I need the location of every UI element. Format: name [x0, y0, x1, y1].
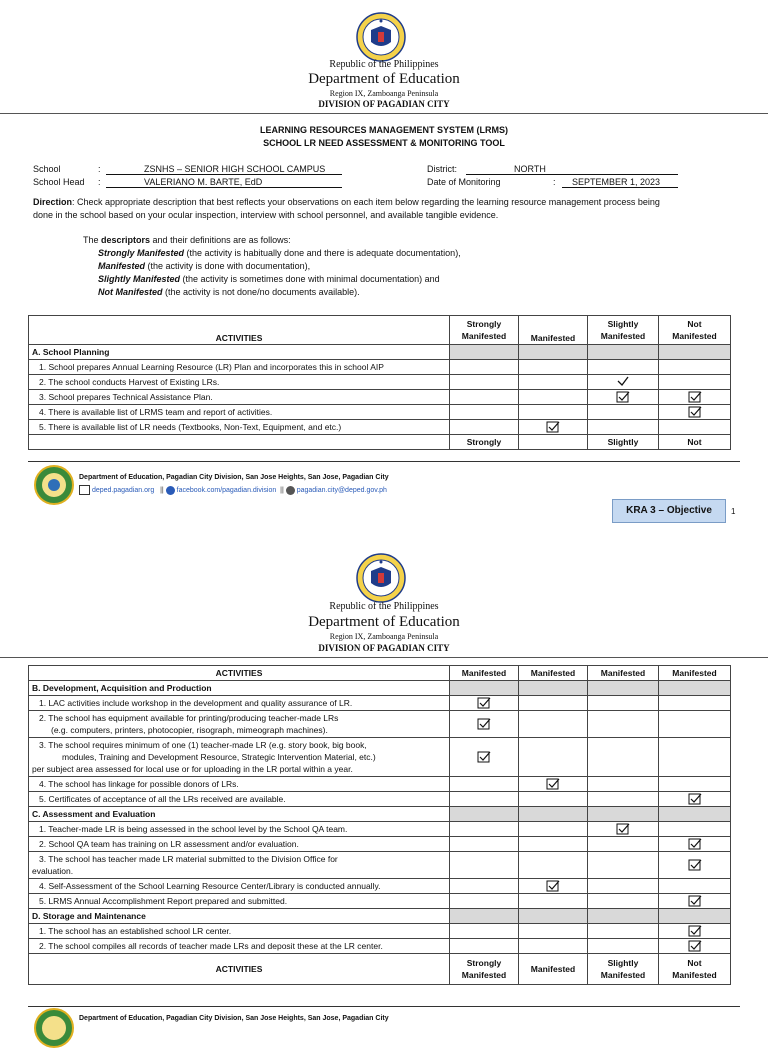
table-row: 2. The school conducts Harvest of Existing LRs.: [29, 375, 731, 390]
foot-activities: ACTIVITIES: [29, 954, 450, 985]
checked-box-icon: [546, 421, 560, 433]
deped-seal-icon: [356, 12, 406, 62]
col-activities: ACTIVITIES: [29, 666, 450, 681]
descriptor-strongly: Strongly Manifested (the activity is habitually done and there is adequate documentation),: [98, 248, 461, 258]
checked-box-icon: [477, 697, 491, 709]
checked-box-icon: [688, 838, 702, 850]
footer-web-link[interactable]: deped.pagadian.org: [91, 486, 155, 494]
header-department: Department of Education: [308, 614, 460, 630]
foot-slightly: Slightly: [588, 435, 659, 450]
descriptor-list: [98, 247, 461, 299]
email-icon: [286, 486, 295, 495]
doc-title-line1: LEARNING RESOURCES MANAGEMENT SYSTEM (LRMS): [259, 125, 508, 135]
header-division: DIVISION OF PAGADIAN CITY: [318, 643, 450, 653]
checked-box-icon: [688, 895, 702, 907]
descriptor-not: Not Manifested (the activity is not done/no documents available).: [98, 287, 360, 297]
footer-address: Department of Education, Pagadian City Division, San Jose Heights, San Jose, Pagadian City: [79, 1015, 389, 1022]
table-row: 3. The school requires minimum of one (1) teacher-made LR (e.g. story book, big book, modules, Training and Development Resource, Strategic Intervention Material, etc.) per subject area assessed for local use or for uploading in the LR portal within a year.: [29, 738, 731, 777]
school-value: ZSNHS – SENIOR HIGH SCHOOL CAMPUS: [144, 164, 326, 174]
deped-seal-icon: [356, 553, 406, 603]
table-row: 4. Self-Assessment of the School Learning Resource Center/Library is conducted annually.: [29, 879, 731, 894]
col-activities: ACTIVITIES: [29, 316, 450, 345]
table-row: 1. LAC activities include workshop in the development and quality assurance of LR.: [29, 696, 731, 711]
table-row: 4. The school has linkage for possible donors of LRs.: [29, 777, 731, 792]
foot-strongly: Strongly: [450, 435, 519, 450]
assessment-table-bcd: ACTIVITIES Manifested Manifested Manifested Manifested B. Development, Acquisition and Production 1. LAC activities include workshop in the development and quality assurance of LR. 2. The school has equipment available for printing/producing teacher-made LRs (e.g. computers, printers, photocopier, risograph, mimeograph machines). 3. The school requires minimum of one (1) teacher-made LR (e.g. story book, big book, modules, Training and Development Resource, Strategic Intervention Material, etc.) per subject area assessed for local use or for uploading in the LR portal within a year. 4. The school has linkage for possible donors of LRs. 5. Certificates of acceptance of all the LRs received are available. C. Assessment and Evaluation 1. Teacher-made LR is being assessed in the school level by the School QA team. 2. School QA team has training on LR assessment and/or evaluation. 3. The school has teacher made LR material submitted to the Division Office for evaluation. 4. Self-Assessment of the School Learning Resource Center/Library is conducted annually. 5. LRMS Annual Accomplishment Report prepared and submitted. D. Storage and Maintenance 1. The school has an established school LR center. 2. The school compiles all records of teacher made LRs and deposit these at the LR center. ACTIVITIES Strongly Manifested Manifested Slightly Manifested Not Manifested: [28, 665, 731, 985]
col-strongly-manifested: Strongly Manifested: [450, 316, 519, 345]
table-row: 3. The school has teacher made LR material submitted to the Division Office for evaluation.: [29, 852, 731, 879]
district-label: District:: [427, 164, 457, 174]
school-head-value: VALERIANO M. BARTE, EdD: [144, 177, 263, 187]
checked-box-icon: [688, 859, 702, 871]
checked-box-icon: [546, 778, 560, 790]
header-rule: [0, 657, 768, 658]
table-row: 5. LRMS Annual Accomplishment Report prepared and submitted.: [29, 894, 731, 909]
head-colon: :: [98, 177, 101, 187]
header-republic: Republic of the Philippines: [329, 601, 439, 612]
header-rule: [0, 113, 768, 114]
table-row: 2. School QA team has training on LR assessment and/or evaluation.: [29, 837, 731, 852]
school-label: School: [33, 164, 61, 174]
date-label: Date of Monitoring: [427, 177, 501, 187]
checked-box-icon: [477, 718, 491, 730]
check-mark-icon: [616, 376, 630, 388]
checked-box-icon: [616, 823, 630, 835]
checked-box-icon: [616, 391, 630, 403]
checked-box-icon: [688, 925, 702, 937]
school-head-label: School Head: [33, 177, 85, 187]
division-logo-icon: [34, 465, 74, 505]
kra-badge: KRA 3 – Objective: [612, 499, 726, 523]
district-underline: [466, 163, 678, 175]
direction-text-1: : Check appropriate description that best reflects your observations on each item below regarding the learning resource management process being: [72, 197, 660, 207]
district-value: NORTH: [514, 164, 546, 174]
checked-box-icon: [688, 793, 702, 805]
foot-not: Not: [659, 435, 731, 450]
facebook-icon: [166, 486, 175, 495]
direction-label: Direction: [33, 197, 73, 207]
school-colon: :: [98, 164, 101, 174]
header-region: Region IX, Zamboanga Peninsula: [329, 89, 439, 98]
header-department: Department of Education: [308, 71, 460, 87]
assessment-table-a: [28, 315, 731, 450]
table-row: 3. School prepares Technical Assistance Plan.: [29, 390, 731, 405]
table-row: 2. The school has equipment available for printing/producing teacher-made LRs (e.g. computers, printers, photocopier, risograph, mimeograph machines).: [29, 711, 731, 738]
doc-title-line2: SCHOOL LR NEED ASSESSMENT & MONITORING TOOL: [263, 138, 505, 148]
footer-address: Department of Education, Pagadian City Division, San Jose Heights, San Jose, Pagadian City: [79, 474, 389, 481]
table-row: 2. The school compiles all records of teacher made LRs and deposit these at the LR center.: [29, 939, 731, 954]
table-row: 5. Certificates of acceptance of all the LRs received are available.: [29, 792, 731, 807]
section-a-title: A. School Planning: [29, 345, 450, 360]
web-icon: [79, 485, 90, 495]
table-row: 1. School prepares Annual Learning Resource (LR) Plan and incorporates this in school AIP: [29, 360, 731, 375]
table-row: 4. There is available list of LRMS team and report of activities.: [29, 405, 731, 420]
descriptor-slightly: Slightly Manifested (the activity is sometimes done with minimal documentation) and: [98, 274, 440, 284]
table-row: 1. The school has an established school LR center.: [29, 924, 731, 939]
descriptor-manifested: Manifested (the activity is done with documentation),: [98, 261, 311, 271]
footer-facebook-link[interactable]: facebook.com/pagadian.division: [176, 486, 277, 494]
checked-box-icon: [688, 406, 702, 418]
col-not-manifested: Not Manifested: [659, 316, 731, 345]
header-division: DIVISION OF PAGADIAN CITY: [318, 99, 450, 109]
col-slightly-manifested: Slightly Manifested: [588, 316, 659, 345]
section-c-title: C. Assessment and Evaluation: [29, 807, 450, 822]
descriptors-intro: [83, 234, 291, 247]
footer-contacts: deped.pagadian.org || facebook.com/pagadian.division || pagadian.city@deped.gov.ph: [79, 485, 387, 495]
checked-box-icon: [688, 940, 702, 952]
checked-box-icon: [688, 391, 702, 403]
footer-rule: [28, 461, 740, 462]
table-row: 5. There is available list of LR needs (Textbooks, Non-Text, Equipment, and etc.): [29, 420, 731, 435]
descriptors-intro-bold: descriptors: [101, 235, 151, 245]
division-logo-icon: [34, 1008, 74, 1048]
date-value: SEPTEMBER 1, 2023: [572, 177, 661, 187]
checked-box-icon: [477, 751, 491, 763]
checked-box-icon: [546, 880, 560, 892]
date-colon: :: [553, 177, 556, 187]
table-row: 1. Teacher-made LR is being assessed in the school level by the School QA team.: [29, 822, 731, 837]
descriptors-intro-post: and their definitions are as follows:: [150, 235, 291, 245]
page-number: 1: [731, 507, 736, 516]
section-b-title: B. Development, Acquisition and Production: [29, 681, 450, 696]
header-republic: Republic of the Philippines: [329, 59, 439, 70]
direction-paragraph: [33, 196, 743, 221]
section-d-title: D. Storage and Maintenance: [29, 909, 450, 924]
footer-email-link[interactable]: pagadian.city@deped.gov.ph: [296, 486, 387, 494]
direction-text-2: done in the school based on your ocular inspection, interview with school personnel, and available tangible evidence.: [33, 209, 499, 220]
col-manifested: Manifested: [519, 316, 588, 345]
header-region: Region IX, Zamboanga Peninsula: [329, 632, 439, 641]
footer-rule: [28, 1006, 740, 1007]
descriptors-intro-pre: The: [83, 235, 102, 245]
